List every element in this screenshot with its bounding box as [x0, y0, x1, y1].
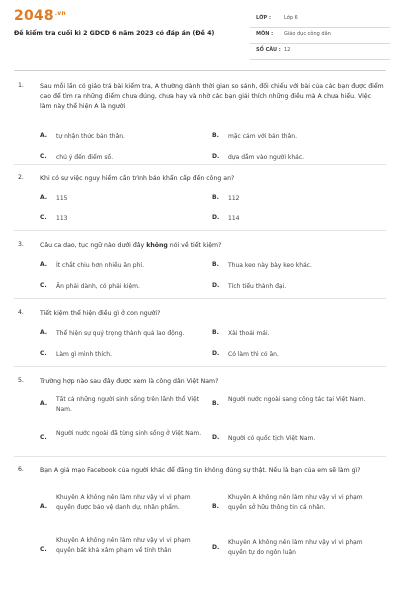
option-text: Người nước ngoài đã từng sinh sống ở Việt Nam.	[56, 430, 202, 437]
question-text: Khi có sự việc nguy hiểm cần trình báo khẩn cấp đến công an?	[40, 175, 235, 182]
option-text: Ăn phải dành, có phải kiệm.	[56, 283, 140, 290]
option-letter: A.	[40, 329, 48, 336]
option-letter: D.	[212, 282, 220, 289]
option-text: 112	[228, 195, 240, 202]
option-letter: B.	[212, 132, 219, 139]
option-letter: B.	[212, 329, 219, 336]
meta-value: 12	[284, 47, 291, 53]
question-number: 2.	[18, 174, 24, 181]
question-number: 6.	[18, 466, 24, 473]
meta-row-count	[250, 44, 390, 60]
logo-tld[interactable]: .vn	[54, 10, 66, 17]
option-letter: B.	[212, 400, 219, 407]
option-letter: D.	[212, 434, 220, 441]
option-letter: B.	[212, 503, 219, 510]
meta-key: MÔN :	[256, 31, 274, 37]
option-letter: D.	[212, 350, 220, 357]
meta-value: Lớp 6	[284, 15, 298, 21]
option-letter: C.	[40, 434, 47, 441]
option-letter: D.	[212, 214, 220, 221]
option-text: Ít chắt chiu hơn nhiều ăn phí.	[56, 262, 144, 269]
question-divider	[14, 164, 386, 165]
question-divider	[14, 456, 386, 457]
header-divider	[14, 70, 386, 71]
question-number: 1.	[18, 82, 24, 89]
option-text: Người nước ngoài sang công tác tại Việt Nam.	[228, 396, 366, 403]
option-text: Làm gì mình thích.	[56, 351, 113, 358]
option-letter: D.	[212, 544, 220, 551]
option-text: tự nhận thức bản thân.	[56, 133, 125, 140]
option-text: 115	[56, 195, 68, 202]
option-letter: D.	[212, 153, 220, 160]
option-text: mặc cảm với bản thân.	[228, 133, 297, 140]
option-text: 113	[56, 215, 68, 222]
question-text: Trường hợp nào sau đây được xem là công dân Việt Nam?	[40, 378, 219, 385]
question-text-emphasis: không	[146, 242, 168, 249]
question-number: 5.	[18, 377, 24, 384]
option-letter: C.	[40, 214, 47, 221]
site-logo[interactable]	[14, 8, 66, 24]
option-text: Tích tiểu thành đại.	[228, 283, 287, 290]
meta-value: Giáo dục công dân	[284, 31, 331, 37]
option-text: Khuyên A không nên làm như vậy vì vi phạm quyền sở hữu thông tin cá nhân.	[228, 494, 363, 511]
option-letter: C.	[40, 350, 47, 357]
question-text	[40, 241, 384, 251]
question-divider	[14, 230, 386, 231]
option-letter: C.	[40, 546, 47, 553]
option-letter: A.	[40, 400, 48, 407]
option-text: Khuyên A không nên làm như vậy vì vi phạm quyền bất khả xâm phạm về tính thân	[56, 537, 191, 554]
option-letter: B.	[212, 261, 219, 268]
option-text: Có làm thì có ăn.	[228, 351, 279, 358]
option-text: Tất cả những người sinh sống trên lãnh thổ Việt Nam.	[56, 396, 200, 413]
option-text: dựa dẫm vào người khác.	[228, 154, 305, 161]
option-text: Thua keo này bày keo khác.	[228, 262, 312, 269]
question-number: 4.	[18, 309, 24, 316]
exam-meta	[250, 12, 390, 60]
meta-row-subject	[250, 28, 390, 44]
meta-key: SỐ CÂU :	[256, 47, 281, 53]
option-letter: A.	[40, 261, 48, 268]
question-text: Bạn A giả mạo Facebook của người khác để đăng tin không đúng sự thật. Nếu là bạn của em sẽ làm gì?	[40, 467, 361, 474]
option-text: 114	[228, 215, 240, 222]
exam-title: Đề kiểm tra cuối kì 2 GDCD 6 năm 2023 có đáp án (Đề 4)	[14, 30, 215, 37]
page-header	[0, 0, 400, 72]
question-text-part: Câu ca dao, tục ngữ nào dưới đây	[40, 242, 147, 249]
question-text: Tiết kiệm thể hiện điều gì ở con người?	[40, 310, 161, 317]
question-text-part: nói về tiết kiệm?	[167, 242, 222, 249]
option-text: Thể hiện sự quý trọng thành quả lao động.	[56, 330, 185, 337]
option-text: Khuyên A không nên làm như vậy vì vi phạm quyền tự do ngôn luận	[228, 539, 363, 556]
meta-row-class	[250, 12, 390, 28]
option-text: chú ý đến điểm số.	[56, 154, 114, 161]
meta-key: LỚP :	[256, 15, 271, 21]
question-divider	[14, 366, 386, 367]
option-letter: A.	[40, 503, 48, 510]
option-letter: C.	[40, 282, 47, 289]
question-text: Sau mỗi lần có giáo trả bài kiểm tra, A thường dành thời gian so sánh, đối chiếu với bài của các bạn được điểm cao để tìm ra những điểm chưa đúng, chưa hay và nhờ các bạn giải thích những điều mà A chưa hiểu. Việc làm này thể hiện A là người	[40, 83, 384, 110]
question-divider	[14, 298, 386, 299]
option-letter: C.	[40, 153, 47, 160]
option-text: Xài thoải mái.	[228, 330, 270, 337]
option-text: Người có quốc tịch Việt Nam.	[228, 435, 316, 442]
option-text: Khuyên A không nên làm như vậy vì vi phạm quyền được bảo vệ danh dự, nhân phẩm.	[56, 494, 191, 511]
option-letter: A.	[40, 194, 48, 201]
question-number: 3.	[18, 241, 24, 248]
option-letter: B.	[212, 194, 219, 201]
option-letter: A.	[40, 132, 48, 139]
logo-text[interactable]: 2048	[14, 8, 54, 24]
